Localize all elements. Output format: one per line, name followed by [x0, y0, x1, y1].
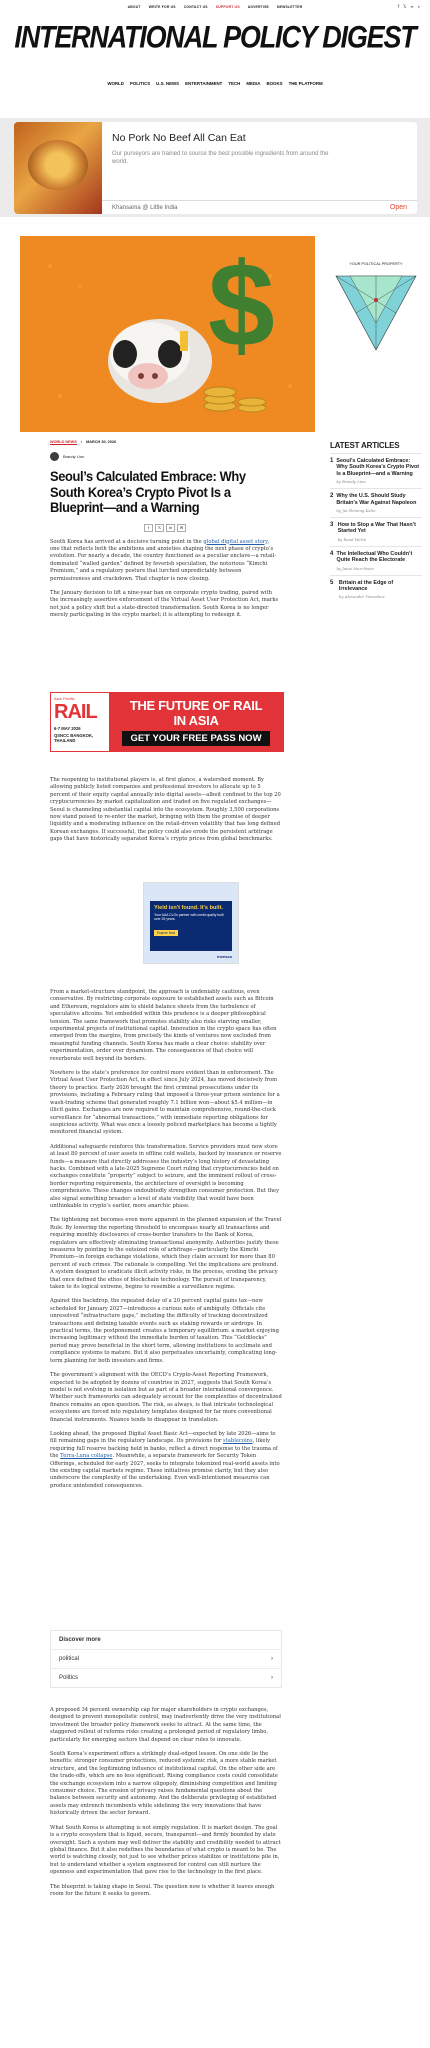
ad-brand: Khansama @ Little India — [112, 204, 178, 211]
paragraph-13: What South Korea is attempting is not simply regulation. It is market design. The goal is a crypto ecosystem that is liquid, secure, transparent—and firmly bounded by state oversight. Such a system may well deliver the stability and credibility needed to attract global finance. But it also redefines the boundaries of what crypto is meant to be. The world is watching closely, not just to see whether prices stabilize or institutions pile in, but to understand whether a system engineered for control can still nurture the openness and experimentation that gave rise to the technology in the first place. — [50, 1824, 281, 1876]
piggy-bank-illustration — [20, 236, 315, 432]
list-item[interactable]: 5 Britain at the Edge of Irrelevance by Alexander Tomoshov — [330, 575, 422, 604]
nav-books[interactable]: BOOKS — [266, 80, 283, 86]
paragraph-9: The government’s alignment with the OECD’s Crypto-Asset Reporting Framework, expected to be adopted by dozens of countries in 2027, suggests that South Korea’s model is not evolving in isolation but as part of a broader international convergence. Whether such frameworks can adequately account for the complexities of decentralized finance remains an open question. The risk, as always, is that intricate technological ecosystems are forced into regulatory templates designed for far more conventional financial instruments. Nuance tends to disappear in translation. — [50, 1372, 282, 1423]
search-icon[interactable]: ⌕ — [417, 4, 420, 9]
hero-image — [20, 236, 315, 432]
rail-logo: RAIL — [54, 701, 97, 723]
ad-banner — [0, 118, 430, 217]
latest-title: LATEST ARTICLES — [330, 441, 400, 450]
topnav-newsletter[interactable]: NEWSLETTER — [277, 5, 303, 9]
paragraph-3: The reopening to institutional players is, at first glance, a watershed moment. By allowing publicly listed companies and professional investors to allocate up to 5 percent of their equity capital annually into digital assets—albeit confined to the top 20 cryptocurrencies by market capitalization and traded on five regulated exchanges—Seoul is channeling substantial capital into the ecosystem. Roughly 3,500 corporations now stand poised to re-enter the market, bringing with them the promise of deeper liquidity and a moderating influence on the retail-driven volatility that has long defined Korean exchanges. If successful, the policy could also erode the persistent arbitrage gaps that have historically separated Korea’s crypto prices from global benchmarks. — [50, 777, 281, 843]
twitter-icon[interactable]: 𝕏 — [403, 4, 407, 9]
paragraph-6: Additional safeguards reinforce this transformation. Service providers must now store at least 80 percent of user assets in offline cold wallets, backed by insurance or reserve funds—a measure that directly addresses the industry’s long history of devastating hacks. Combined with a late-2025 Supreme Court ruling that cryptocurrencies held on exchanges constitute “property” subject to seizure, and the imminent rollout of cross-border reporting requirements, the architecture of oversight is becoming comprehensive. These changes undoubtedly strengthen consumer protection. But they also signal something broader: a level of state visibility that would have been unthinkable in crypto’s earlier, more anarchic phase. — [50, 1143, 282, 1209]
discover-more: Discover more political › Politics › — [50, 1630, 282, 1688]
nav-entertainment[interactable]: ENTERTAINMENT — [185, 80, 223, 86]
menu-icon[interactable]: ≡ — [410, 4, 414, 9]
topnav-advertise[interactable]: ADVERTISE — [247, 5, 270, 9]
ad-explore-button[interactable]: Explore Now — [154, 930, 178, 936]
ad-title[interactable]: No Pork No Beef All Can Eat — [112, 132, 246, 144]
paragraph-14: The blueprint is taking shape in Seoul. The question now is whether it leaves enough room for the future it seeks to govern. — [50, 1883, 275, 1897]
site-title[interactable]: INTERNATIONAL POLICY DIGEST — [14, 19, 416, 54]
facebook-icon[interactable]: f — [397, 4, 400, 9]
discover-item[interactable]: political › — [51, 1649, 281, 1668]
ad-open-button[interactable]: Open — [389, 204, 407, 211]
share-facebook-icon[interactable]: f — [144, 524, 153, 532]
paragraph-10: Looking ahead, the proposed Digital Asset Basic Act—expected by late 2026—aims to fill remaining gaps in the regulatory landscape. Its provisions for stablecoins, likely requiring full reserve backing held in banks, reflect a direct response to the trauma of the Terra-Luna collapse. Meanwhile, a separate framework for Security Token Offerings, scheduled for early 2027, seeks to integrate tokenized real-world assets into the existing capital markets regime. These initiatives promise clarity, but they also underscore the complexity of the undertaking. Even well-intentioned measures can produce unintended consequences. — [50, 1430, 280, 1489]
inline-link[interactable]: stablecoins — [223, 1438, 253, 1445]
top-nav — [128, 5, 303, 9]
article-date: MARCH 30, 2026 — [86, 440, 117, 444]
chevron-right-icon: › — [271, 1675, 273, 1681]
list-item[interactable]: 4 The Intellectual Who Couldn’t Quite Reach the Electorate by Jaine Murchison — [330, 546, 422, 575]
political-compass-graphic[interactable] — [330, 268, 422, 358]
rail-ad[interactable]: Asia Pacific RAIL 6-7 MAY 2026 QSNCC BANGKOK, THAILAND THE FUTURE OF RAIL IN ASIA GET YOUR FREE PASS NOW — [50, 692, 284, 752]
main-nav — [0, 72, 430, 94]
paragraph-8: Against this backdrop, the repeated delay of a 20 percent capital gains tax—now scheduled for January 2027—introduces a curious note of ambiguity. Officials cite unresolved “infrastructure gaps,” including the difficulty of tracking decentralized transactions and defining taxable events such as staking rewards or airdrops. In practical terms, the postponement creates a temporary equilibrium: a market enjoying increasing legitimacy without the immediate burden of taxation. This “Goldilocks” period may prove beneficial in the short term, allowing institutions to acclimate and compliance systems to mature. But it also perpetuates uncertainty, complicating long-term planning for both investors and firms. — [50, 1298, 279, 1364]
article — [50, 440, 280, 620]
paragraph-4: From a market-structure standpoint, the approach is undeniably cautious, even conservative. By restricting corporate exposure to established assets such as Bitcoin and Ethereum, regulators aim to shield balance sheets from the turbulence of speculative altcoins. Yet embedded within this prudence is a deeper philosophical tension. The same framework that promotes stability also risks starving smaller, experimental projects of institutional capital. Innovation in the crypto space has often emerged from the margins, from precisely the kinds of ventures now excluded from meaningful funding channels. South Korea has made a clear choice: stability over experimentation, order over dynamism. The consequences of that choice will reverberate well beyond its borders. — [50, 989, 277, 1062]
topnav-write[interactable]: WRITE FOR US — [148, 5, 176, 9]
list-item[interactable]: 1 Seoul’s Calculated Embrace: Why South Korea’s Crypto Pivot Is a Blueprint—and a Warning by Brandy Lion — [330, 453, 422, 488]
list-item[interactable]: 3 How to Stop a War That Hasn’t Started Yet by Rand Welch — [330, 517, 422, 546]
topnav-support[interactable]: SUPPORT US — [215, 5, 240, 9]
rail-ad-cta[interactable]: GET YOUR FREE PASS NOW — [122, 731, 269, 746]
invesco-logo: invesco — [217, 954, 232, 959]
sidebar-ad-title: YOUR POLITICAL PROPERTY — [349, 262, 403, 266]
invesco-ad[interactable]: Yield isn't found. It's built. Your AAA CLOs partner with credit quality built over 25 years. Explore Now invesco — [143, 882, 239, 964]
nav-tech[interactable]: TECH — [228, 80, 241, 86]
ad-image — [14, 122, 102, 214]
article-category[interactable]: WORLD NEWS — [50, 440, 77, 444]
top-bar — [0, 0, 430, 14]
ad-box[interactable] — [14, 122, 417, 214]
discover-item[interactable]: Politics › — [51, 1668, 281, 1687]
svg-text:$: $ — [208, 238, 275, 372]
masthead — [0, 14, 430, 60]
nav-world[interactable]: WORLD — [107, 80, 124, 86]
ad-subtitle: Our purveyors are trained to source the best possible ingredients from around the world. — [112, 151, 329, 165]
article-headline: Seoul’s Calculated Embrace: Why South Korea’s Crypto Pivot Is a Blueprint—and a Warning — [50, 468, 246, 515]
article-author — [50, 452, 280, 461]
share-email-icon[interactable]: ✉ — [177, 524, 186, 532]
paragraph-11: A proposed 34 percent ownership cap for major shareholders in crypto exchanges, designed to prevent monopolistic control, may inadvertently drive the very institutional investment the broader policy framework seeks to attract. At the same time, the staggered rollout of reforms risks creating a prolonged period of regulatory limbo, particularly for emerging sectors that depend on clear rules to innovate. — [50, 1707, 281, 1743]
paragraph-5: Nowhere is the state’s preference for control more evident than in enforcement. The Virtual Asset User Protection Act, in effect since July 2024, has moved decisively from theory to practice. Early 2026 brought the first criminal prosecutions under its provisions, including a February ruling that imposed a three-year prison sentence for a wash-trading scheme that generated roughly 7.1 billion won—about $5.4 million—in illicit gains. Exchanges are now required to maintain comprehensive, round-the-clock surveillance for “abnormal transactions,” with immediate reporting obligations for suspicious activity. What was once a loosely policed marketplace has become a tightly monitored financial system. — [50, 1070, 280, 1136]
latest-articles — [330, 441, 422, 603]
nav-platform[interactable]: THE PLATFORM — [288, 80, 323, 86]
author-name[interactable]: Brandy Lion — [63, 454, 85, 459]
share-twitter-icon[interactable]: 𝕏 — [155, 524, 164, 532]
nav-media[interactable]: MEDIA — [246, 80, 261, 86]
article-meta: WORLD NEWS • MARCH 30, 2026 — [50, 440, 117, 444]
share-linkedin-icon[interactable]: in — [166, 524, 175, 532]
paragraph-1: South Korea has arrived at a decisive turning point in the global digital asset story, one that reflects both the ambitions and anxieties shaping the next phase of crypto’s evolution. For nearly a decade, the country functioned as a peculiar enclave—a retail-dominated “walled garden” defined by feverish speculation, the notorious “Kimchi Premium,” and a regulatory posture that lurched unpredictably between permissiveness and crackdown. That chapter is now closing. — [50, 538, 277, 582]
nav-us-news[interactable]: U.S. NEWS — [156, 80, 180, 86]
avatar — [50, 452, 59, 461]
inline-link[interactable]: global digital asset story — [203, 538, 268, 545]
topnav-about[interactable]: ABOUT — [127, 5, 141, 9]
inline-link[interactable]: Terra-Luna collapse — [60, 1453, 113, 1460]
sidebar-ad — [330, 262, 422, 362]
list-item[interactable]: 2 Why the U.S. Should Study Britain’s War Against Napoleon by Jia Shiming Kahn — [330, 488, 422, 517]
share-buttons — [50, 524, 280, 532]
chevron-right-icon: › — [271, 1656, 273, 1662]
social-icons — [398, 4, 420, 9]
paragraph-12: South Korea’s experiment offers a strikingly dual-edged lesson. On one side lie the benefits: stronger consumer protections, reduced systemic risk, a more stable market structure, and the legitimizing influence of institutional capital. On the other side are the trade-offs, which are no less significant. Rising compliance costs could consolidate the exchange ecosystem into a narrow oligopoly, diminishing competition and limiting consumer choice. The erosion of privacy raises fundamental questions about the balance between security and autonomy. And the deliberate privileging of established assets may entrench incumbents while sidelining the very innovations that have historically driven the sector forward. — [50, 1751, 278, 1817]
paragraph-7: The tightening net becomes even more apparent in the planned expansion of the Travel Rule. By lowering the reporting threshold to encompass nearly all transactions and requiring monthly disclosures of cross-border transfers to the Bank of Korea, regulators are effectively eliminating transactional anonymity. Authorities justify these measures by pointing to the outsized role of arbitrage—particularly the Kimchi Premium—in foreign exchange violations, which they claim account for more than 80 percent of such crimes. The rationale is compelling. Yet the implications are profound. A system designed to eradicate illicit activity risks, in the process, eroding the privacy that once defined the ethos of blockchain technology. The pursuit of transparency, taken to its logical extreme, begins to resemble a surveillance regime. — [50, 1217, 282, 1291]
paragraph-2: The January decision to lift a nine-year ban on corporate crypto trading, paired with the increasingly assertive enforcement of the Virtual Asset User Protection Act, marks not just a policy shift but a state-directed transformation. South Korea is no longer merely participating in the crypto market; it is attempting to redesign it. — [50, 589, 279, 619]
nav-politics[interactable]: POLITICS — [129, 80, 151, 86]
topnav-contact[interactable]: CONTACT US — [183, 5, 208, 9]
